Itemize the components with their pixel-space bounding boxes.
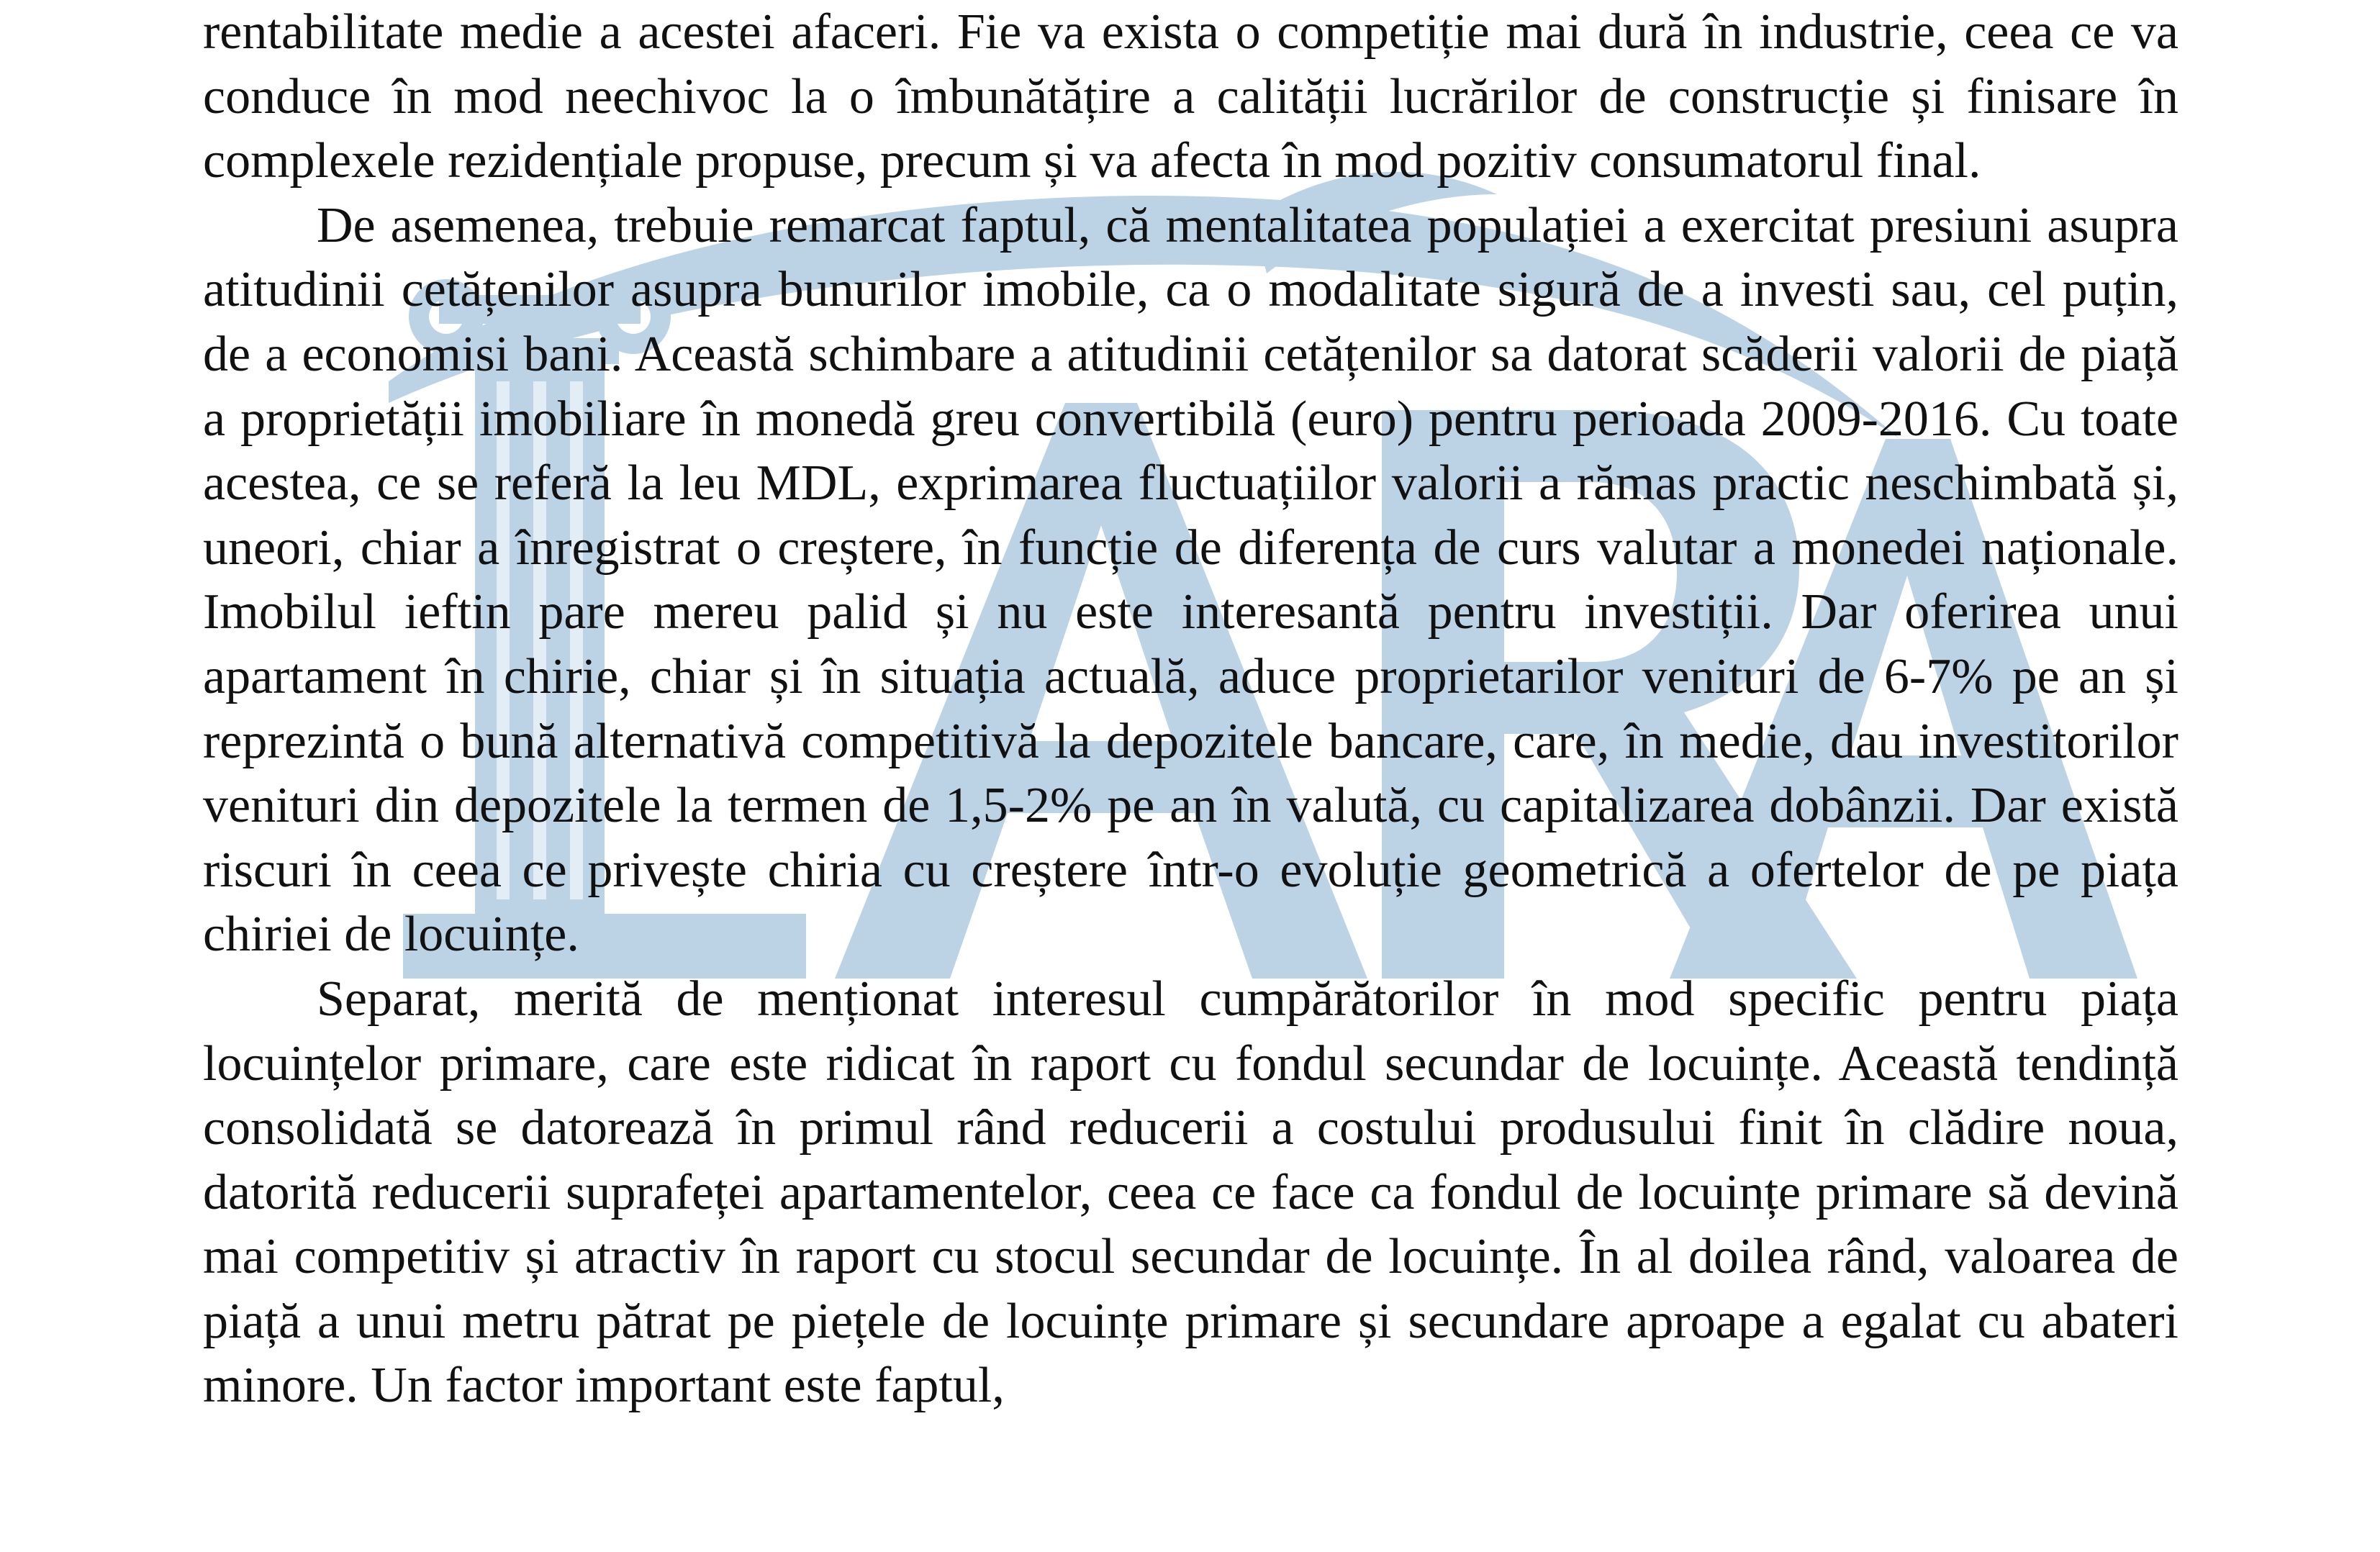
paragraph-1: rentabilitate medie a acestei afaceri. Fie va exista o competiție mai dură în industrie, ceea ce va conduce în mod neechivoc la o îmbunătățire a calității lucrărilor de construcție și finisare în complexele rezidențiale propuse, precum și va afecta în mod pozitiv consumatorul final. bbox=[203, 4, 2178, 189]
paragraph-2: De asemenea, trebuie remarcat faptul, că mentalitatea populației a exercitat presiuni asupra atitudinii cetățenilor asupra bunurilor imobile, ca o modalitate sigură de a investi sau, cel puțin, de a economisi bani. Această schimbare a atitudinii cetățenilor sa datorat scăderii valorii de piață a proprietății imobiliare în monedă greu convertibilă (euro) pentru perioada 2009-2016. Cu toate acestea, ce se referă la leu MDL, exprimarea fluctuațiilor valorii a rămas practic neschimbată și, uneori, chiar a înregistrat o creștere, în funcție de diferența de curs valutar a monedei naționale. Imobilul ieftin pare mereu palid și nu este interesantă pentru investiții. Dar oferirea unui apartament în chirie, chiar și în situația actuală, aduce proprietarilor venituri de 6-7% pe an și reprezintă o bună alternativă competitivă la depozitele bancare, care, în medie, dau investitorilor venituri din depozitele la termen de 1,5-2% pe an în valută, cu capitalizarea dobânzii. Dar există riscuri în ceea ce privește chiria cu creștere într-o evoluție geometrică a ofertelor de pe piața chiriei de locuințe. bbox=[203, 197, 2178, 963]
document-text bbox=[203, 0, 2178, 1418]
paragraph-3: Separat, merită de menționat interesul cumpărătorilor în mod specific pentru piața locuințelor primare, care este ridicat în raport cu fondul secundar de locuințe. Această tendință consolidată se datorează în primul rând reducerii a costului produsului finit în clădire noua, datorită reducerii suprafeței apartamentelor, ceea ce face ca fondul de locuințe primare să devină mai competitiv și atractiv în raport cu stocul secundar de locuințe. În al doilea rând, valoarea de piață a unui metru pătrat pe piețele de locuințe primare și secundare aproape a egalat cu abateri minore. Un factor important este faptul, bbox=[203, 971, 2178, 1414]
